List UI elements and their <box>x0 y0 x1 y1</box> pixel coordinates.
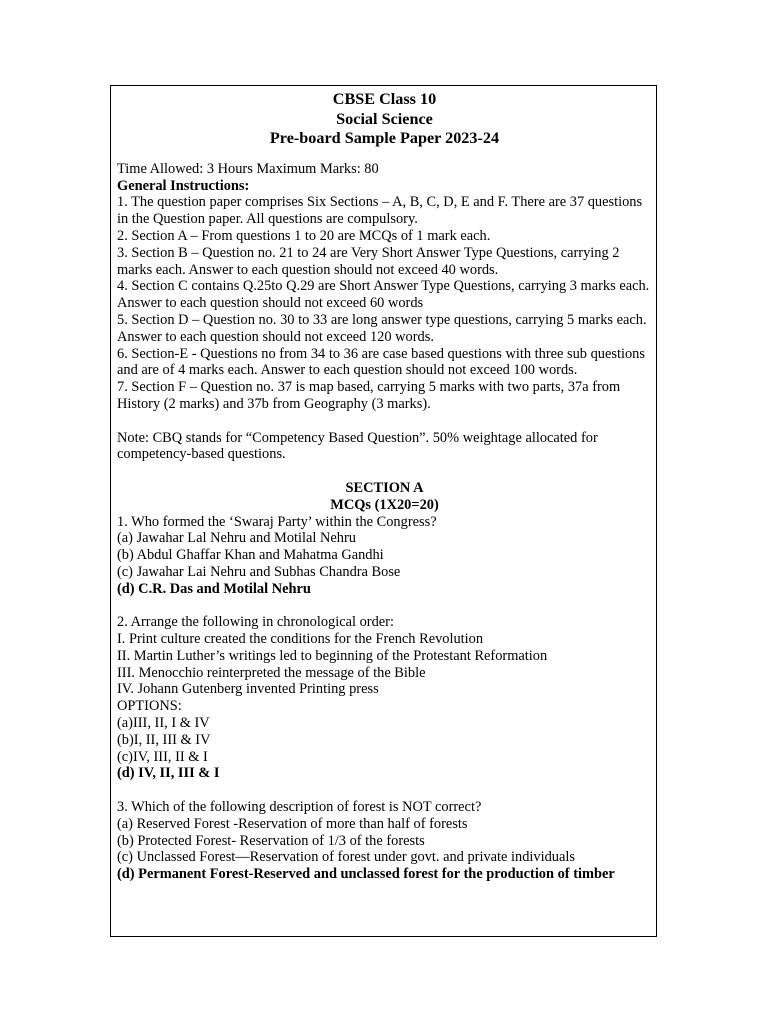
time-and-marks: Time Allowed: 3 Hours Maximum Marks: 80 <box>117 160 379 177</box>
page-frame <box>110 85 657 937</box>
section-subtitle: MCQs (1X20=20) <box>330 496 439 513</box>
question-2-answer: (d) IV, II, III & I <box>117 765 220 782</box>
question-2: 2. Arrange the following in chronological order: <box>117 614 394 631</box>
document-header <box>117 90 652 149</box>
question-1: 1. Who formed the ‘Swaraj Party’ within the Congress? <box>117 513 437 530</box>
question-3-option-c: (c) Unclassed Forest—Reservation of forest under govt. and private individuals <box>117 849 575 866</box>
question-2-statement: I. Print culture created the conditions for the French Revolution <box>117 631 484 648</box>
spacer <box>117 149 652 161</box>
question-2-statement: II. Martin Luther’s writings led to beginning of the Protestant Reformation <box>117 647 548 664</box>
instruction-item: 4. Section C contains Q.25to Q.29 are Short Answer Type Questions, carrying 3 marks each. Answer to each question should not exceed 60 words <box>117 278 650 312</box>
question-2-statement: IV. Johann Gutenberg invented Printing press <box>117 681 379 698</box>
spacer <box>117 782 652 799</box>
question-2-option-c: (c)IV, III, II & I <box>117 748 208 765</box>
question-2-option-a: (a)III, II, I & IV <box>117 715 210 732</box>
question-2-option-b: (b)I, II, III & IV <box>117 731 211 748</box>
instruction-item: 6. Section-E - Questions no from 34 to 36 are case based questions with three sub questions and are of 4 marks each. Answer to each question should not exceed 100 words. <box>117 345 645 379</box>
header-subject: Social Science <box>336 109 433 128</box>
spacer <box>117 413 652 430</box>
question-2-options-label: OPTIONS: <box>117 698 182 715</box>
spacer <box>117 463 652 480</box>
general-instructions-title: General Instructions: <box>117 177 250 194</box>
question-3-option-a: (a) Reserved Forest -Reservation of more than half of forests <box>117 815 468 832</box>
instruction-item: 5. Section D – Question no. 30 to 33 are long answer type questions, carrying 5 marks each. Answer to each question should not exceed 120 words. <box>117 311 647 345</box>
question-1-option-b: (b) Abdul Ghaffar Khan and Mahatma Gandhi <box>117 547 384 564</box>
section-title: SECTION A <box>345 479 424 496</box>
spacer <box>117 598 652 615</box>
header-title: CBSE Class 10 <box>332 90 437 108</box>
question-3-option-b: (b) Protected Forest- Reservation of 1/3 of the forests <box>117 832 425 849</box>
question-1-option-c: (c) Jawahar Lai Nehru and Subhas Chandra Bose <box>117 563 401 580</box>
question-1-option-a: (a) Jawahar Lal Nehru and Motilal Nehru <box>117 530 356 547</box>
question-1-answer: (d) C.R. Das and Motilal Nehru <box>117 580 311 597</box>
instruction-item: 1. The question paper comprises Six Sections – A, B, C, D, E and F. There are 37 questions in the Question paper. All questions are compulsory. <box>117 194 643 228</box>
question-2-statement: III. Menocchio reinterpreted the message of the Bible <box>117 664 426 681</box>
cbq-note: Note: CBQ stands for “Competency Based Question”. 50% weightage allocated for competency-based questions. <box>117 429 598 463</box>
instruction-item: 3. Section B – Question no. 21 to 24 are Very Short Answer Type Questions, carrying 2 marks each. Answer to each question should not exceed 40 words. <box>117 244 620 278</box>
instruction-item: 2. Section A – From questions 1 to 20 are MCQs of 1 mark each. <box>117 227 491 244</box>
header-paper-name: Pre-board Sample Paper 2023-24 <box>269 129 500 148</box>
question-3-answer: (d) Permanent Forest-Reserved and unclassed forest for the production of timber <box>117 866 615 883</box>
document-content <box>117 90 652 883</box>
question-3: 3. Which of the following description of forest is NOT correct? <box>117 799 482 816</box>
instruction-item: 7. Section F – Question no. 37 is map based, carrying 5 marks with two parts, 37a from History (2 marks) and 37b from Geography (3 marks). <box>117 379 621 412</box>
